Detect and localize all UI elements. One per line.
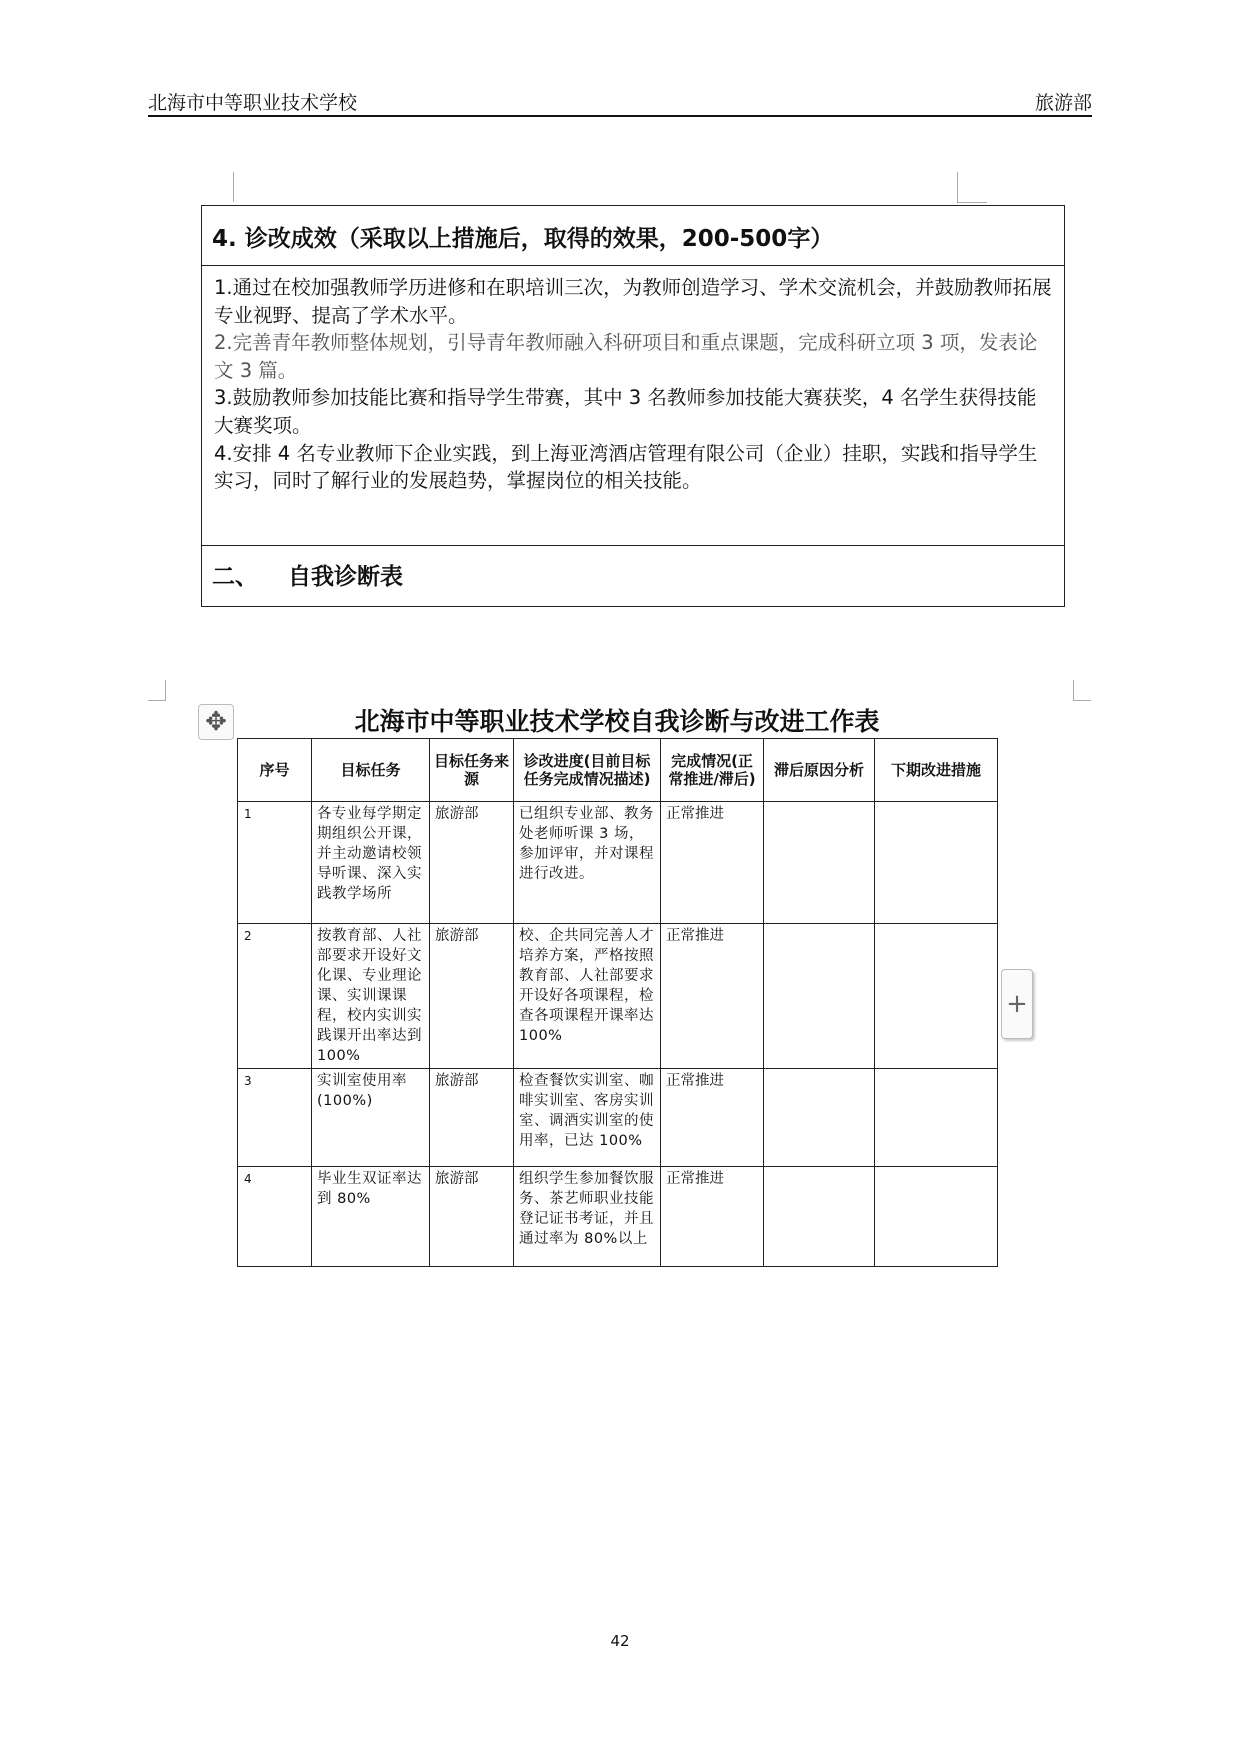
cell-index: 1 xyxy=(238,802,312,924)
table-row xyxy=(238,1069,998,1167)
crop-mark xyxy=(233,172,234,202)
cell-status: 正常推进 xyxy=(661,802,764,924)
cell-measure xyxy=(875,924,998,1069)
header-status: 完成情况(正常推进/滞后) xyxy=(661,739,764,802)
section-box xyxy=(201,205,1065,607)
move-icon[interactable]: ✥ xyxy=(198,704,234,740)
effect-item-3: 3.鼓励教师参加技能比赛和指导学生带赛，其中 3 名教师参加技能大赛获奖，4 名学生获得技能大赛奖项。 xyxy=(214,386,1037,437)
cell-index: 3 xyxy=(238,1069,312,1167)
cell-measure xyxy=(875,1069,998,1167)
cell-status: 正常推进 xyxy=(661,924,764,1069)
cell-measure xyxy=(875,802,998,924)
crop-mark xyxy=(148,700,166,701)
diagnosis-table xyxy=(237,738,998,1267)
table-title: 北海市中等职业技术学校自我诊断与改进工作表 xyxy=(354,707,880,736)
cell-progress: 检查餐饮实训室、咖啡实训室、客房实训室、调酒实训室的使用率，已达 100% xyxy=(514,1069,661,1167)
cell-task: 各专业每学期定期组织公开课，并主动邀请校领导听课、深入实践教学场所 xyxy=(312,802,430,924)
table-header-row xyxy=(238,739,998,802)
cell-status: 正常推进 xyxy=(661,1167,764,1267)
cell-reason xyxy=(764,802,875,924)
cell-task: 实训室使用率(100%) xyxy=(312,1069,430,1167)
header-rule xyxy=(148,115,1092,117)
cell-task: 毕业生双证率达到 80% xyxy=(312,1167,430,1267)
header-index: 序号 xyxy=(238,739,312,802)
cell-measure xyxy=(875,1167,998,1267)
crop-mark xyxy=(1073,680,1074,700)
cell-source: 旅游部 xyxy=(430,1069,514,1167)
cell-index: 4 xyxy=(238,1167,312,1267)
cell-status: 正常推进 xyxy=(661,1069,764,1167)
cell-source: 旅游部 xyxy=(430,924,514,1069)
section-4-title: 4. 诊改成效（采取以上措施后，取得的效果，200-500字） xyxy=(202,206,1064,266)
cell-index: 2 xyxy=(238,924,312,1069)
effect-item-2: 2.完善青年教师整体规划，引导青年教师融入科研项目和重点课题，完成科研立项 3 项，发表论文 3 篇。 xyxy=(214,331,1038,382)
effect-item-1: 1.通过在校加强教师学历进修和在职培训三次，为教师创造学习、学术交流机会，并鼓励教师拓展专业视野、提高了学术水平。 xyxy=(214,276,1052,327)
page-number: 42 xyxy=(610,1632,630,1650)
crop-mark xyxy=(165,680,166,700)
plus-icon[interactable]: + xyxy=(1001,969,1033,1039)
section-4-body xyxy=(202,266,1064,546)
cell-reason xyxy=(764,1069,875,1167)
section-2-heading xyxy=(202,546,1064,591)
table-row xyxy=(238,1167,998,1267)
table-row xyxy=(238,924,998,1069)
cell-source: 旅游部 xyxy=(430,802,514,924)
section-2-number: 二、 xyxy=(212,564,258,590)
header-source: 目标任务来源 xyxy=(430,739,514,802)
header-measure: 下期改进措施 xyxy=(875,739,998,802)
cell-task: 按教育部、人社部要求开设好文化课、专业理论课、实训课课程，校内实训实践课开出率达到 100% xyxy=(312,924,430,1069)
cell-reason xyxy=(764,924,875,1069)
header-department: 旅游部 xyxy=(1034,92,1092,114)
crop-mark xyxy=(957,172,958,202)
cell-progress: 校、企共同完善人才培养方案，严格按照教育部、人社部要求开设好各项课程，检查各项课程开课率达 100% xyxy=(514,924,661,1069)
header-progress: 诊改进度(目前目标任务完成情况描述) xyxy=(514,739,661,802)
header-reason: 滞后原因分析 xyxy=(764,739,875,802)
table-row xyxy=(238,802,998,924)
cell-progress: 组织学生参加餐饮服务、茶艺师职业技能登记证书考证，并且通过率为 80%以上 xyxy=(514,1167,661,1267)
header-school: 北海市中等职业技术学校 xyxy=(148,92,358,114)
effect-item-4: 4.安排 4 名专业教师下企业实践，到上海亚湾酒店管理有限公司（企业）挂职，实践和指导学生实习，同时了解行业的发展趋势，掌握岗位的相关技能。 xyxy=(214,441,1038,493)
cell-reason xyxy=(764,1167,875,1267)
section-2-title: 自我诊断表 xyxy=(288,564,403,590)
crop-mark xyxy=(1073,700,1091,701)
header-task: 目标任务 xyxy=(312,739,430,802)
cell-source: 旅游部 xyxy=(430,1167,514,1267)
crop-mark xyxy=(957,202,987,203)
cell-progress: 已组织专业部、教务处老师听课 3 场，参加评审，并对课程进行改进。 xyxy=(514,802,661,924)
